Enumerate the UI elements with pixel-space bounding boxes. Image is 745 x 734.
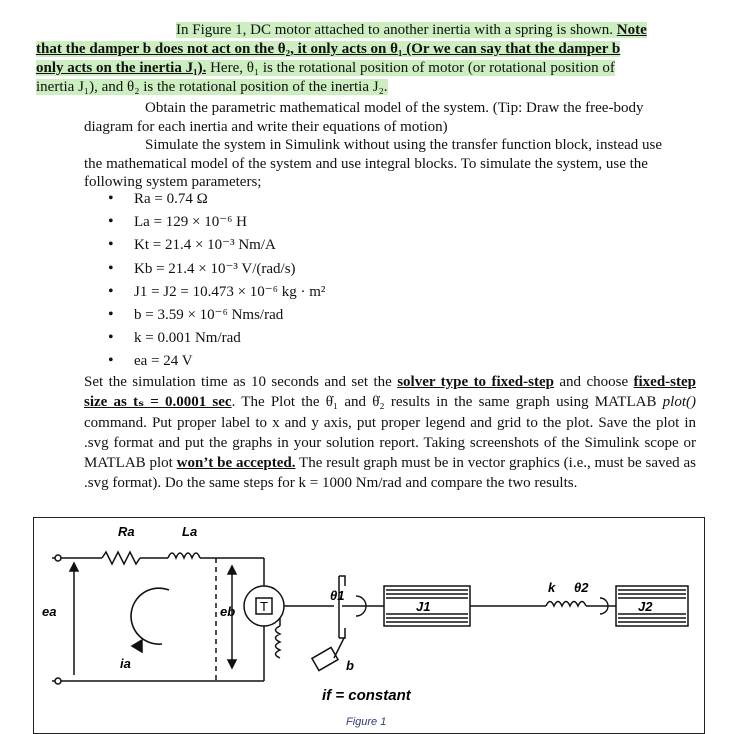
item2-line-1: Simulate the system in Simulink without using the transfer function block, instead use (145, 137, 663, 153)
step-size: fixed-step size as tₛ = 0.0001 sec (84, 374, 697, 411)
solver-type: solver type to fixed-step (397, 374, 554, 390)
label-b: b (346, 658, 354, 673)
label-j1: J1 (416, 599, 431, 614)
item2-line-3: following system parameters; (84, 174, 262, 190)
label-theta1: θ1 (330, 588, 345, 603)
label-ia: ia (120, 656, 131, 671)
intro-line-4 (36, 78, 388, 97)
label-j2: J2 (638, 599, 653, 614)
simulation-paragraph: Set the simulation time as 10 seconds and set the solver type to fixed-step and choose fixed-step size as tₛ = 0.0001 sec. The Plot the θ̇₁ and θ̇₂ results in the same graph using MATLAB plot() command. Put proper label to x and y axis, put proper legend and grid to the plot. Save the plot in .svg format and put the graphs in your solution report. Taking screenshots of the Simulink scope or MATLAB plot won’t be accepted. The result graph must be in vector graphics (i.e., must be saved as .svg format). Do the same steps for k = 1000 Nm/rad and compare the two results. (84, 374, 697, 492)
param-kb: • Kb = 21.4 × 10⁻³ V/(rad/s) (108, 258, 325, 281)
param-j: • J1 = J2 = 10.473 × 10⁻⁶ kg · m² (108, 281, 325, 304)
field-winding (276, 626, 281, 658)
item2-line-2: the mathematical model of the system and use integral blocks. To simulate the system, use the (84, 156, 648, 172)
figure-caption: Figure 1 (346, 716, 387, 728)
intro-line-1 (176, 21, 647, 40)
param-ea: • ea = 24 V (108, 350, 325, 373)
figure-1 (33, 517, 705, 734)
param-b: • b = 3.59 × 10⁻⁶ Nms/rad (108, 304, 325, 327)
intro-line-4-text: inertia J₁), and θ₂ is the rotational position of the inertia J₂. (36, 79, 388, 95)
plot-command: plot() (662, 394, 696, 411)
param-kt: • Kt = 21.4 × 10⁻³ Nm/A (108, 234, 325, 257)
figure-diagram (34, 518, 704, 733)
label-ra: Ra (118, 524, 135, 539)
param-ra: • Ra = 0.74 Ω (108, 188, 325, 211)
damper-note-end: only acts on the inertia J₁). (36, 60, 207, 76)
label-if-constant: if = constant (322, 687, 411, 704)
item1-line-2: diagram for each inertia and write their equations of motion) (84, 119, 448, 135)
parameter-list (108, 188, 325, 374)
param-k: • k = 0.001 Nm/rad (108, 327, 325, 350)
label-ea: ea (42, 604, 57, 619)
label-tau: T (260, 599, 268, 614)
param-la: • La = 129 × 10⁻⁶ H (108, 211, 325, 234)
spring-k (546, 602, 586, 607)
damper-note: that the damper b does not act on the θ₂, it only acts on θ₁ (Or we can say that the damper b (36, 41, 621, 57)
label-la: La (182, 524, 198, 539)
wont-accepted: won’t be accepted. (176, 455, 296, 472)
resistor-ra (102, 552, 140, 564)
inductor-la (168, 553, 200, 558)
note-label: Note (616, 22, 647, 38)
label-theta2: θ2 (574, 580, 589, 595)
label-eb: eb (220, 604, 236, 619)
intro-line-3 (36, 59, 615, 78)
intro-line-1-text: In Figure 1, DC motor attached to another inertia with a spring is shown. (176, 22, 617, 38)
item1-line-1: Obtain the parametric mathematical model of the system. (Tip: Draw the free-body (145, 100, 644, 116)
intro-line-2 (36, 40, 620, 59)
label-k: k (548, 580, 556, 595)
intro-line-3-text: Here, θ₁ is the rotational position of motor (or rotational position of (206, 60, 615, 76)
